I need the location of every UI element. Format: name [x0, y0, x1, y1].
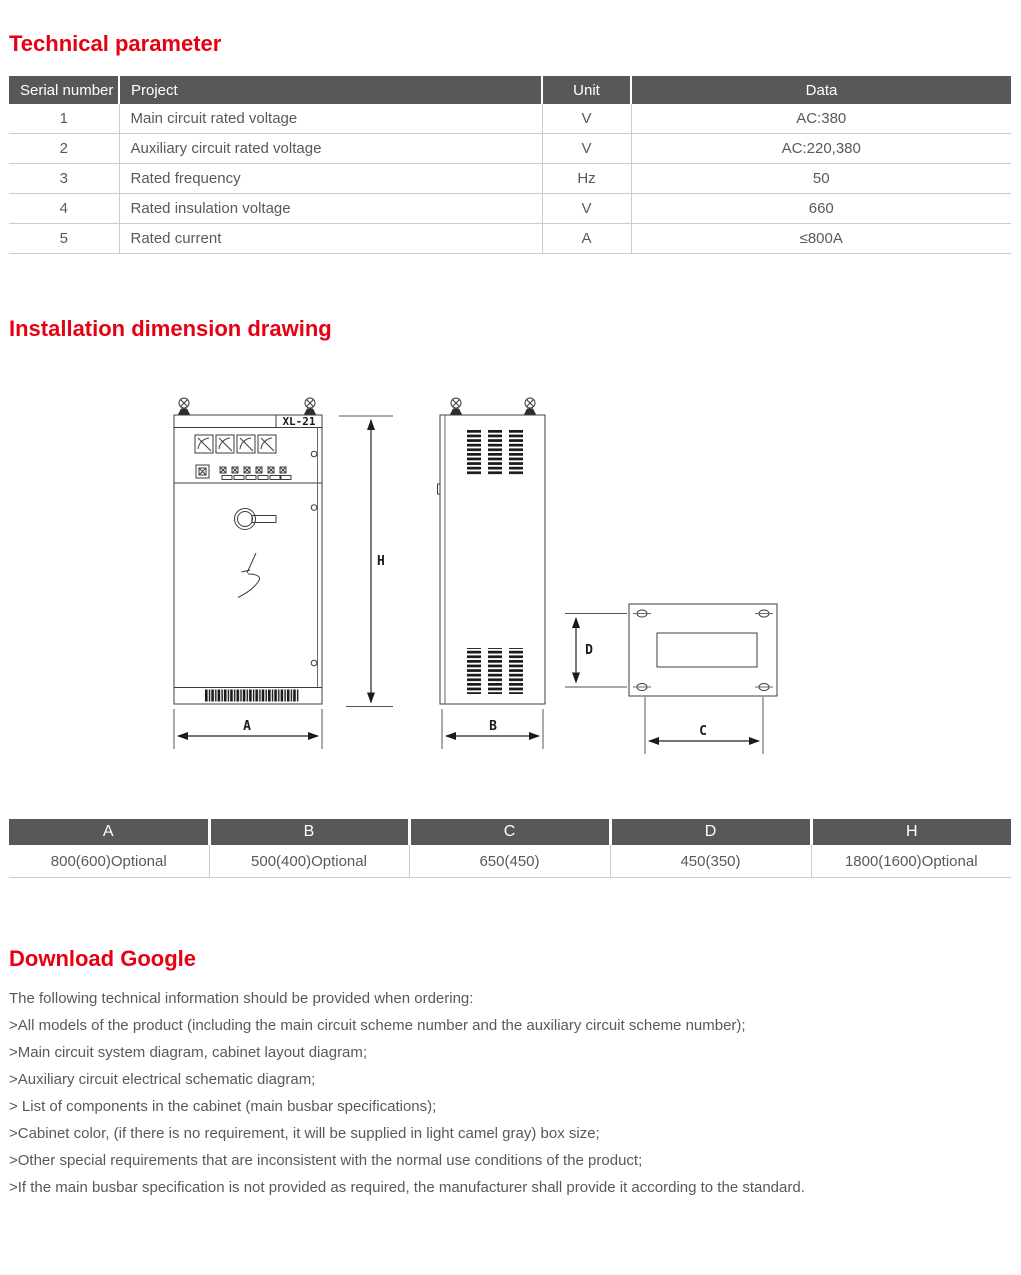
section-title-technical-parameter: Technical parameter	[9, 31, 222, 56]
cell-project: Auxiliary circuit rated voltage	[119, 134, 542, 164]
col-header-c: C	[409, 819, 610, 845]
ordering-info-line: > List of components in the cabinet (main busbar specifications);	[9, 1098, 437, 1115]
cell-dim-b: 500(400)Optional	[209, 845, 409, 878]
dimension-d	[565, 614, 627, 688]
installation-drawing	[9, 342, 1012, 767]
rotary-handle-icon	[235, 509, 277, 530]
louver-vents	[467, 430, 523, 694]
table-row	[9, 224, 1011, 254]
dim-label-d: D	[585, 643, 593, 658]
table-row	[9, 164, 1011, 194]
ordering-info-line: >Cabinet color, (if there is no requirement, it will be supplied in light camel gray) box size;	[9, 1125, 600, 1142]
front-view	[174, 398, 322, 704]
cell-dim-d: 450(350)	[610, 845, 811, 878]
table-row	[9, 194, 1011, 224]
cell-unit: Hz	[542, 164, 631, 194]
cell-unit: A	[542, 224, 631, 254]
cell-project: Rated insulation voltage	[119, 194, 542, 224]
dimension-c	[645, 697, 763, 754]
model-label: XL-21	[282, 415, 316, 428]
table-row	[9, 845, 1011, 878]
cell-serial: 1	[9, 104, 119, 134]
dimension-h	[339, 416, 393, 707]
ordering-info-line: >If the main busbar specification is not provided as required, the manufacturer shall provide it according to the standard.	[9, 1179, 805, 1196]
cell-unit: V	[542, 134, 631, 164]
eye-bolt-icon	[450, 398, 462, 415]
cell-project: Main circuit rated voltage	[119, 104, 542, 134]
eye-bolt-icon	[524, 398, 536, 415]
cell-unit: V	[542, 194, 631, 224]
col-header-b: B	[209, 819, 409, 845]
technical-parameter-table	[9, 76, 1011, 254]
cell-serial: 5	[9, 224, 119, 254]
cabinet-dimension-drawing	[9, 342, 1021, 767]
col-header-h: H	[811, 819, 1011, 845]
col-header-data: Data	[631, 76, 1011, 104]
meter-icon	[195, 435, 213, 453]
col-header-d: D	[610, 819, 811, 845]
hinge-icon	[311, 505, 317, 511]
meter-icon	[258, 435, 276, 453]
vent-grille	[205, 690, 299, 702]
col-header-project: Project	[119, 76, 542, 104]
ordering-information	[9, 985, 1012, 1275]
table-row	[9, 134, 1011, 164]
cell-dim-h: 1800(1600)Optional	[811, 845, 1011, 878]
table-header-row	[9, 76, 1011, 104]
ordering-info-line: >Auxiliary circuit electrical schematic diagram;	[9, 1071, 316, 1088]
ordering-info-line: >All models of the product (including the main circuit scheme number and the auxiliary circuit scheme number);	[9, 1017, 746, 1034]
col-header-a: A	[9, 819, 209, 845]
dim-label-a: A	[243, 719, 251, 734]
dimension-a	[174, 709, 322, 749]
mounting-hole-icon	[633, 684, 651, 691]
cell-data: ≤800A	[631, 224, 1011, 254]
cell-unit: V	[542, 104, 631, 134]
meter-icon	[216, 435, 234, 453]
mounting-hole-icon	[633, 610, 651, 617]
meter-icon	[237, 435, 255, 453]
cell-project: Rated frequency	[119, 164, 542, 194]
dimensions-table	[9, 819, 1011, 878]
button-icon	[196, 465, 209, 478]
ordering-info-line: The following technical information should be provided when ordering:	[9, 990, 474, 1007]
col-header-serial-number: Serial number	[9, 76, 119, 104]
dim-label-c: C	[699, 724, 707, 739]
cell-serial: 2	[9, 134, 119, 164]
eye-bolt-icon	[304, 398, 316, 415]
cell-serial: 3	[9, 164, 119, 194]
dim-label-b: B	[489, 719, 497, 734]
table-header-row	[9, 819, 1011, 845]
dimension-b	[442, 709, 543, 749]
mounting-hole-icon	[755, 684, 773, 691]
cell-dim-c: 650(450)	[409, 845, 610, 878]
cell-data: 50	[631, 164, 1011, 194]
section-title-download: Download Google	[9, 946, 196, 971]
cell-data: AC:380	[631, 104, 1011, 134]
top-view	[629, 604, 777, 696]
section-title-installation-drawing: Installation dimension drawing	[9, 316, 332, 341]
cell-data: 660	[631, 194, 1011, 224]
cell-serial: 4	[9, 194, 119, 224]
ordering-info-line: >Main circuit system diagram, cabinet layout diagram;	[9, 1044, 368, 1061]
table-row	[9, 104, 1011, 134]
eye-bolt-icon	[178, 398, 190, 415]
ordering-info-line: >Other special requirements that are inconsistent with the normal use conditions of the product;	[9, 1152, 643, 1169]
indicator-lamps	[220, 467, 286, 473]
label-strips	[222, 476, 291, 480]
hinge-icon	[311, 660, 317, 666]
door-key-mark	[238, 553, 260, 598]
cell-dim-a: 800(600)Optional	[9, 845, 209, 878]
hinge-icon	[311, 451, 317, 457]
dim-label-h: H	[377, 554, 385, 569]
mounting-hole-icon	[755, 610, 773, 617]
cell-data: AC:220,380	[631, 134, 1011, 164]
cell-project: Rated current	[119, 224, 542, 254]
col-header-unit: Unit	[542, 76, 631, 104]
side-view	[438, 398, 546, 704]
